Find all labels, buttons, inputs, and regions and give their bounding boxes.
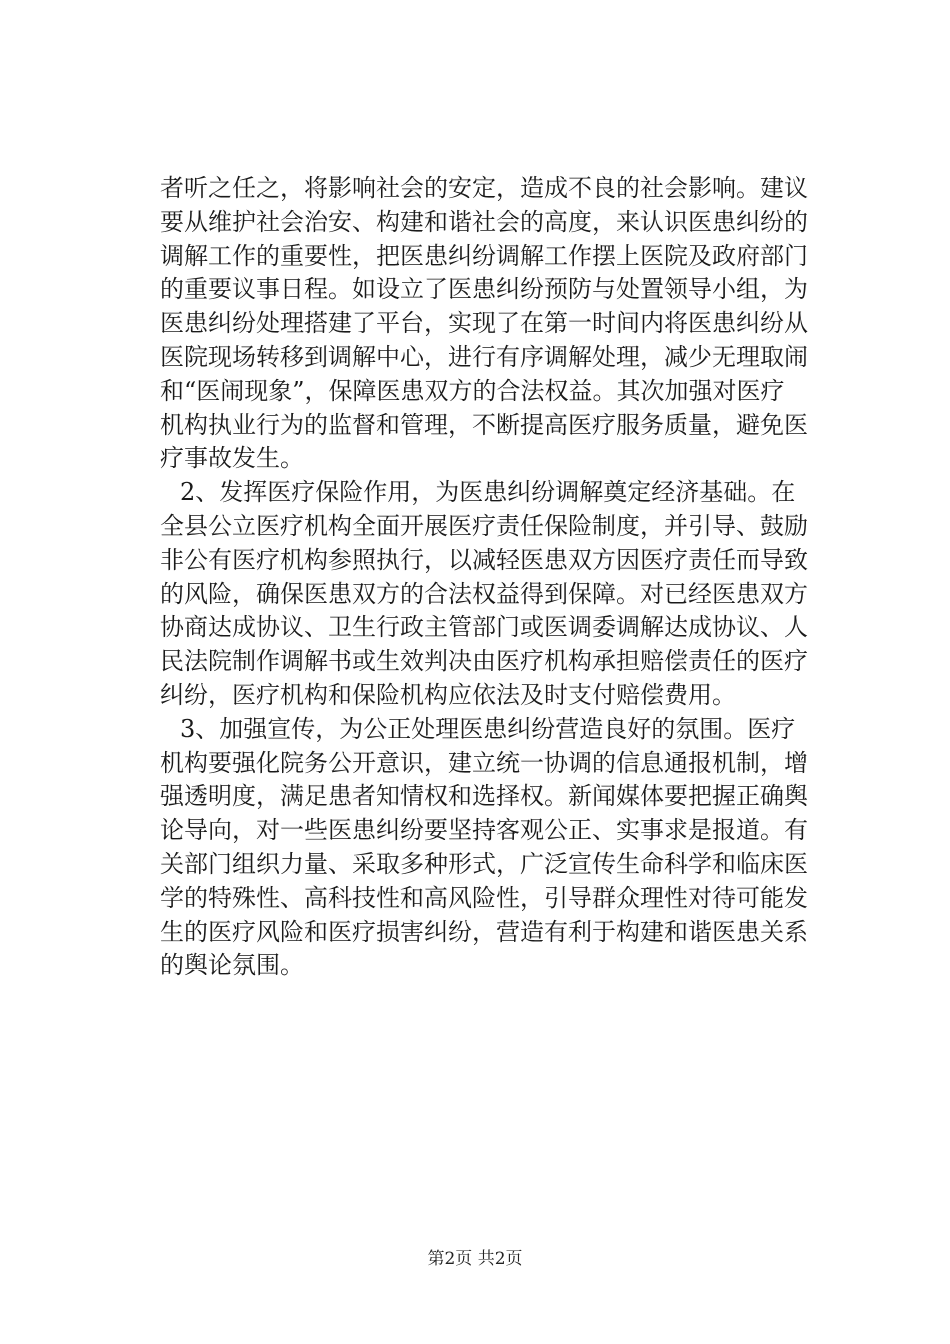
text-line: 的风险，确保医患双方的合法权益得到保障。对已经医患双方	[160, 579, 808, 608]
text-line: 者听之任之，将影响社会的安定，造成不良的社会影响。建议	[160, 174, 808, 202]
text-line: 调解工作的重要性，把医患纠纷调解工作摆上医院及政府部门	[160, 241, 808, 270]
text-line: 协商达成协议、卫生行政主管部门或医调委调解达成协议、人	[160, 613, 808, 642]
text-line: 医患纠纷处理搭建了平台，实现了在第一时间内将医患纠纷从	[160, 309, 808, 338]
text-line: 关部门组织力量、采取多种形式，广泛宣传生命科学和临床医	[160, 849, 808, 878]
text-line: 的舆论氛围。	[160, 951, 304, 980]
text-line: 强透明度，满足患者知情权和选择权。新闻媒体要把握正确舆	[160, 782, 808, 811]
paragraph-2-first-line: 2、发挥医疗保险作用，为医患纠纷调解奠定经济基础。在	[180, 478, 796, 507]
document-body	[160, 172, 808, 983]
text-line: 民法院制作调解书或生效判决由医疗机构承担赔偿责任的医疗	[160, 647, 808, 676]
page-number-footer: 第2页 共2页	[427, 1249, 523, 1269]
text-line: 学的特殊性、高科技性和高风险性，引导群众理性对待可能发	[160, 883, 808, 912]
text-line: 和“医闹现象”，保障医患双方的合法权益。其次加强对医疗	[160, 376, 785, 405]
text-line: 机构要强化院务公开意识，建立统一协调的信息通报机制，增	[160, 748, 808, 777]
text-line: 疗事故发生。	[160, 444, 304, 473]
text-line: 的重要议事日程。如设立了医患纠纷预防与处置领导小组，为	[160, 275, 808, 304]
text-line: 医院现场转移到调解中心，进行有序调解处理，减少无理取闹	[160, 342, 808, 371]
text-line: 非公有医疗机构参照执行，以减轻医患双方因医疗责任而导致	[160, 545, 808, 574]
text-line: 机构执业行为的监督和管理，不断提高医疗服务质量，避免医	[160, 410, 808, 439]
text-line: 论导向，对一些医患纠纷要坚持客观公正、实事求是报道。有	[160, 816, 808, 845]
text-line: 要从维护社会治安、构建和谐社会的高度，来认识医患纠纷的	[160, 207, 808, 236]
text-line: 生的医疗风险和医疗损害纠纷，营造有利于构建和谐医患关系	[160, 917, 808, 946]
paragraph-3-first-line: 3、加强宣传，为公正处理医患纠纷营造良好的氛围。医疗	[180, 714, 796, 743]
text-line: 纠纷，医疗机构和保险机构应依法及时支付赔偿费用。	[160, 680, 736, 709]
text-line: 全县公立医疗机构全面开展医疗责任保险制度，并引导、鼓励	[160, 511, 808, 540]
